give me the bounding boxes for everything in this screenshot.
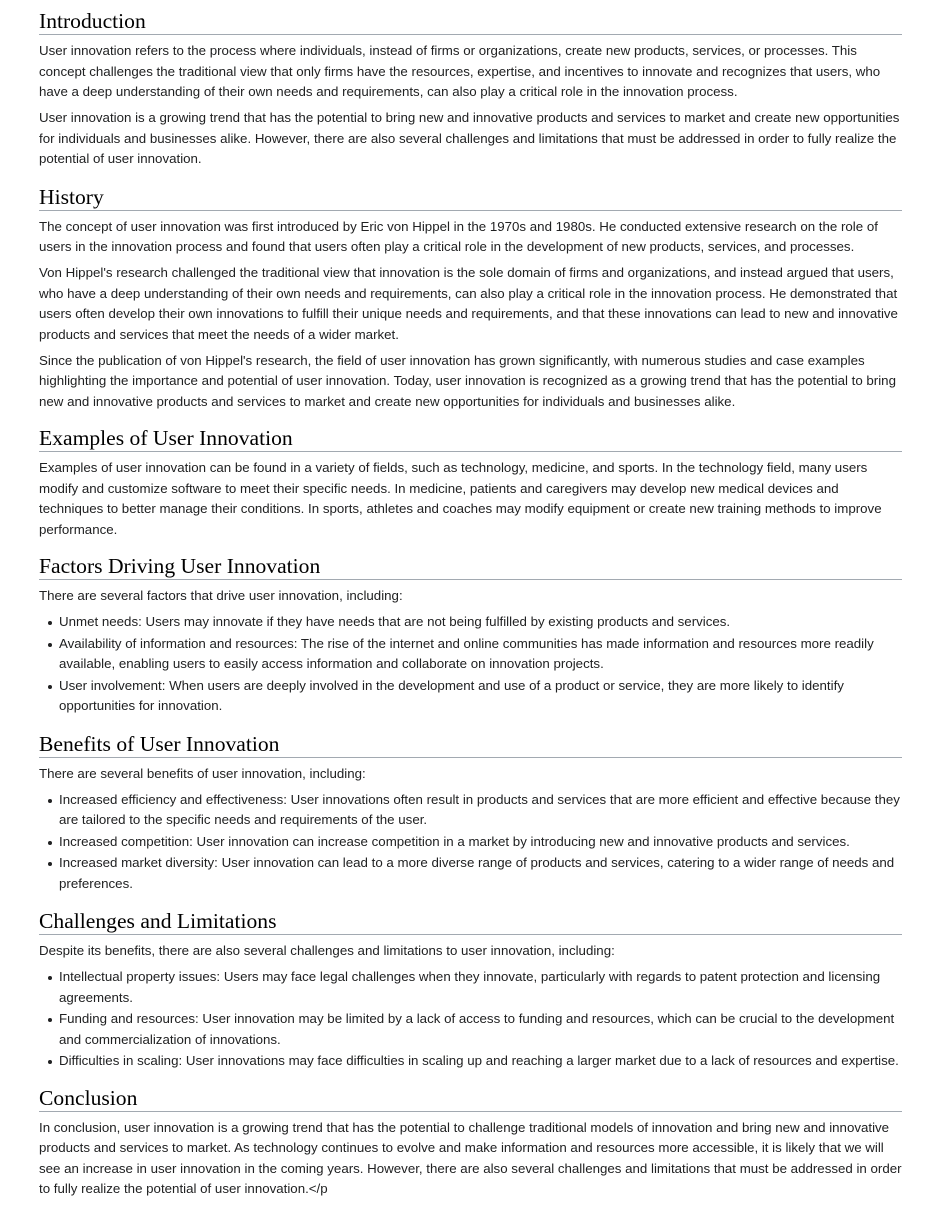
paragraph: User innovation refers to the process where individuals, instead of firms or organizations, create new products, services, or processes. This concept challenges the traditional view that only firms have the resources, expertise, and incentives to innovate and recognizes that users, who have a deep understanding of their own needs and requirements, can also play a critical role in the innovation process. (39, 43, 881, 99)
paragraph: Examples of user innovation can be found in a variety of fields, such as technology, medicine, and sports. In the technology field, many users modify and customize software to meet their specific needs. In medicine, patients and caregivers may develop new medical devices and techniques to better manage their conditions. In sports, athletes and coaches may modify equipment or create new training methods to improve performance. (39, 460, 882, 537)
list-intro: There are several factors that drive user innovation, including: (39, 588, 403, 603)
list-item: Difficulties in scaling: User innovations may face difficulties in scaling up and reaching a larger market due to a lack of resources and expertise. (59, 1051, 902, 1072)
article-body (39, 9, 902, 1214)
paragraph: The concept of user innovation was first introduced by Eric von Hippel in the 1970s and 1980s. He conducted extensive research on the role of users in the innovation process and found that users often play a critical role in the development of new products, services, and processes. (39, 218, 878, 254)
section-heading: Challenges and Limitations (39, 909, 902, 935)
section-heading: History (39, 185, 902, 211)
section-heading: Introduction (39, 9, 902, 35)
paragraph: Von Hippel's research challenged the traditional view that innovation is the sole domain of firms and organizations, and instead argued that users, who have a deep understanding of their own needs and requirements, can also play a critical role in the innovation process. He demonstrated that users often develop their own innovations to fulfill their unique needs and requirements, and that these innovations can lead to new and innovative products and services that meet the needs of a wider market. (39, 265, 898, 342)
section-heading: Conclusion (39, 1086, 902, 1112)
section-examples (39, 426, 902, 540)
section-heading: Factors Driving User Innovation (39, 554, 902, 580)
paragraph: In conclusion, user innovation is a growing trend that has the potential to challenge traditional models of innovation and bring new and innovative products and services to market. As technology continues to evolve and make information and resources more accessible, it is likely that we will see an increase in user innovation in the coming years. However, there are also several challenges and limitations that must be addressed in order to fully realize the potential of user innovation.</p (39, 1119, 902, 1196)
list-item: Increased efficiency and effectiveness: User innovations often result in products and services that are more efficient and effective because they are tailored to the specific needs and requirements of the user. (59, 790, 902, 831)
list-item: User involvement: When users are deeply involved in the development and use of a product or service, they are more likely to identify opportunities for innovation. (59, 676, 902, 717)
list-intro: Despite its benefits, there are also several challenges and limitations to user innovation, including: (39, 943, 615, 958)
list-intro: There are several benefits of user innovation, including: (39, 765, 366, 781)
section-heading: Examples of User Innovation (39, 426, 902, 452)
paragraph: Since the publication of von Hippel's research, the field of user innovation has grown significantly, with numerous studies and case examples highlighting the importance and potential of user innovation. Today, user innovation is recognized as a growing trend that has the potential to bring new and innovative products and services to market and create new opportunities for individuals and businesses alike. (39, 352, 896, 409)
section-factors (39, 554, 902, 717)
bullet-list (39, 612, 902, 717)
section-benefits (39, 732, 902, 895)
section-heading: Benefits of User Innovation (39, 732, 902, 758)
paragraph: User innovation is a growing trend that has the potential to bring new and innovative products and services to market and create new opportunities for individuals and businesses alike. However, there are also several challenges and limitations that must be addressed in order to fully realize the potential of user innovation. (39, 110, 900, 166)
section-introduction (39, 9, 902, 170)
bullet-list (39, 790, 902, 895)
list-item: Increased market diversity: User innovation can lead to a more diverse range of products and services, catering to a wider range of needs and preferences. (59, 853, 902, 894)
section-challenges (39, 909, 902, 1072)
section-conclusion (39, 1086, 902, 1200)
list-item: Funding and resources: User innovation may be limited by a lack of access to funding and resources, which can be crucial to the development and commercialization of innovations. (59, 1009, 902, 1050)
list-item: Intellectual property issues: Users may face legal challenges when they innovate, particularly with regards to patent protection and licensing agreements. (59, 967, 902, 1008)
section-history (39, 185, 902, 413)
bullet-list (39, 967, 902, 1072)
list-item: Increased competition: User innovation can increase competition in a market by introducing new and innovative products and services. (59, 832, 902, 853)
list-item: Unmet needs: Users may innovate if they have needs that are not being fulfilled by existing products and services. (59, 612, 902, 633)
list-item: Availability of information and resources: The rise of the internet and online communities has made information and resources more readily available, enabling users to easily access information and collaborate on innovation projects. (59, 634, 902, 675)
